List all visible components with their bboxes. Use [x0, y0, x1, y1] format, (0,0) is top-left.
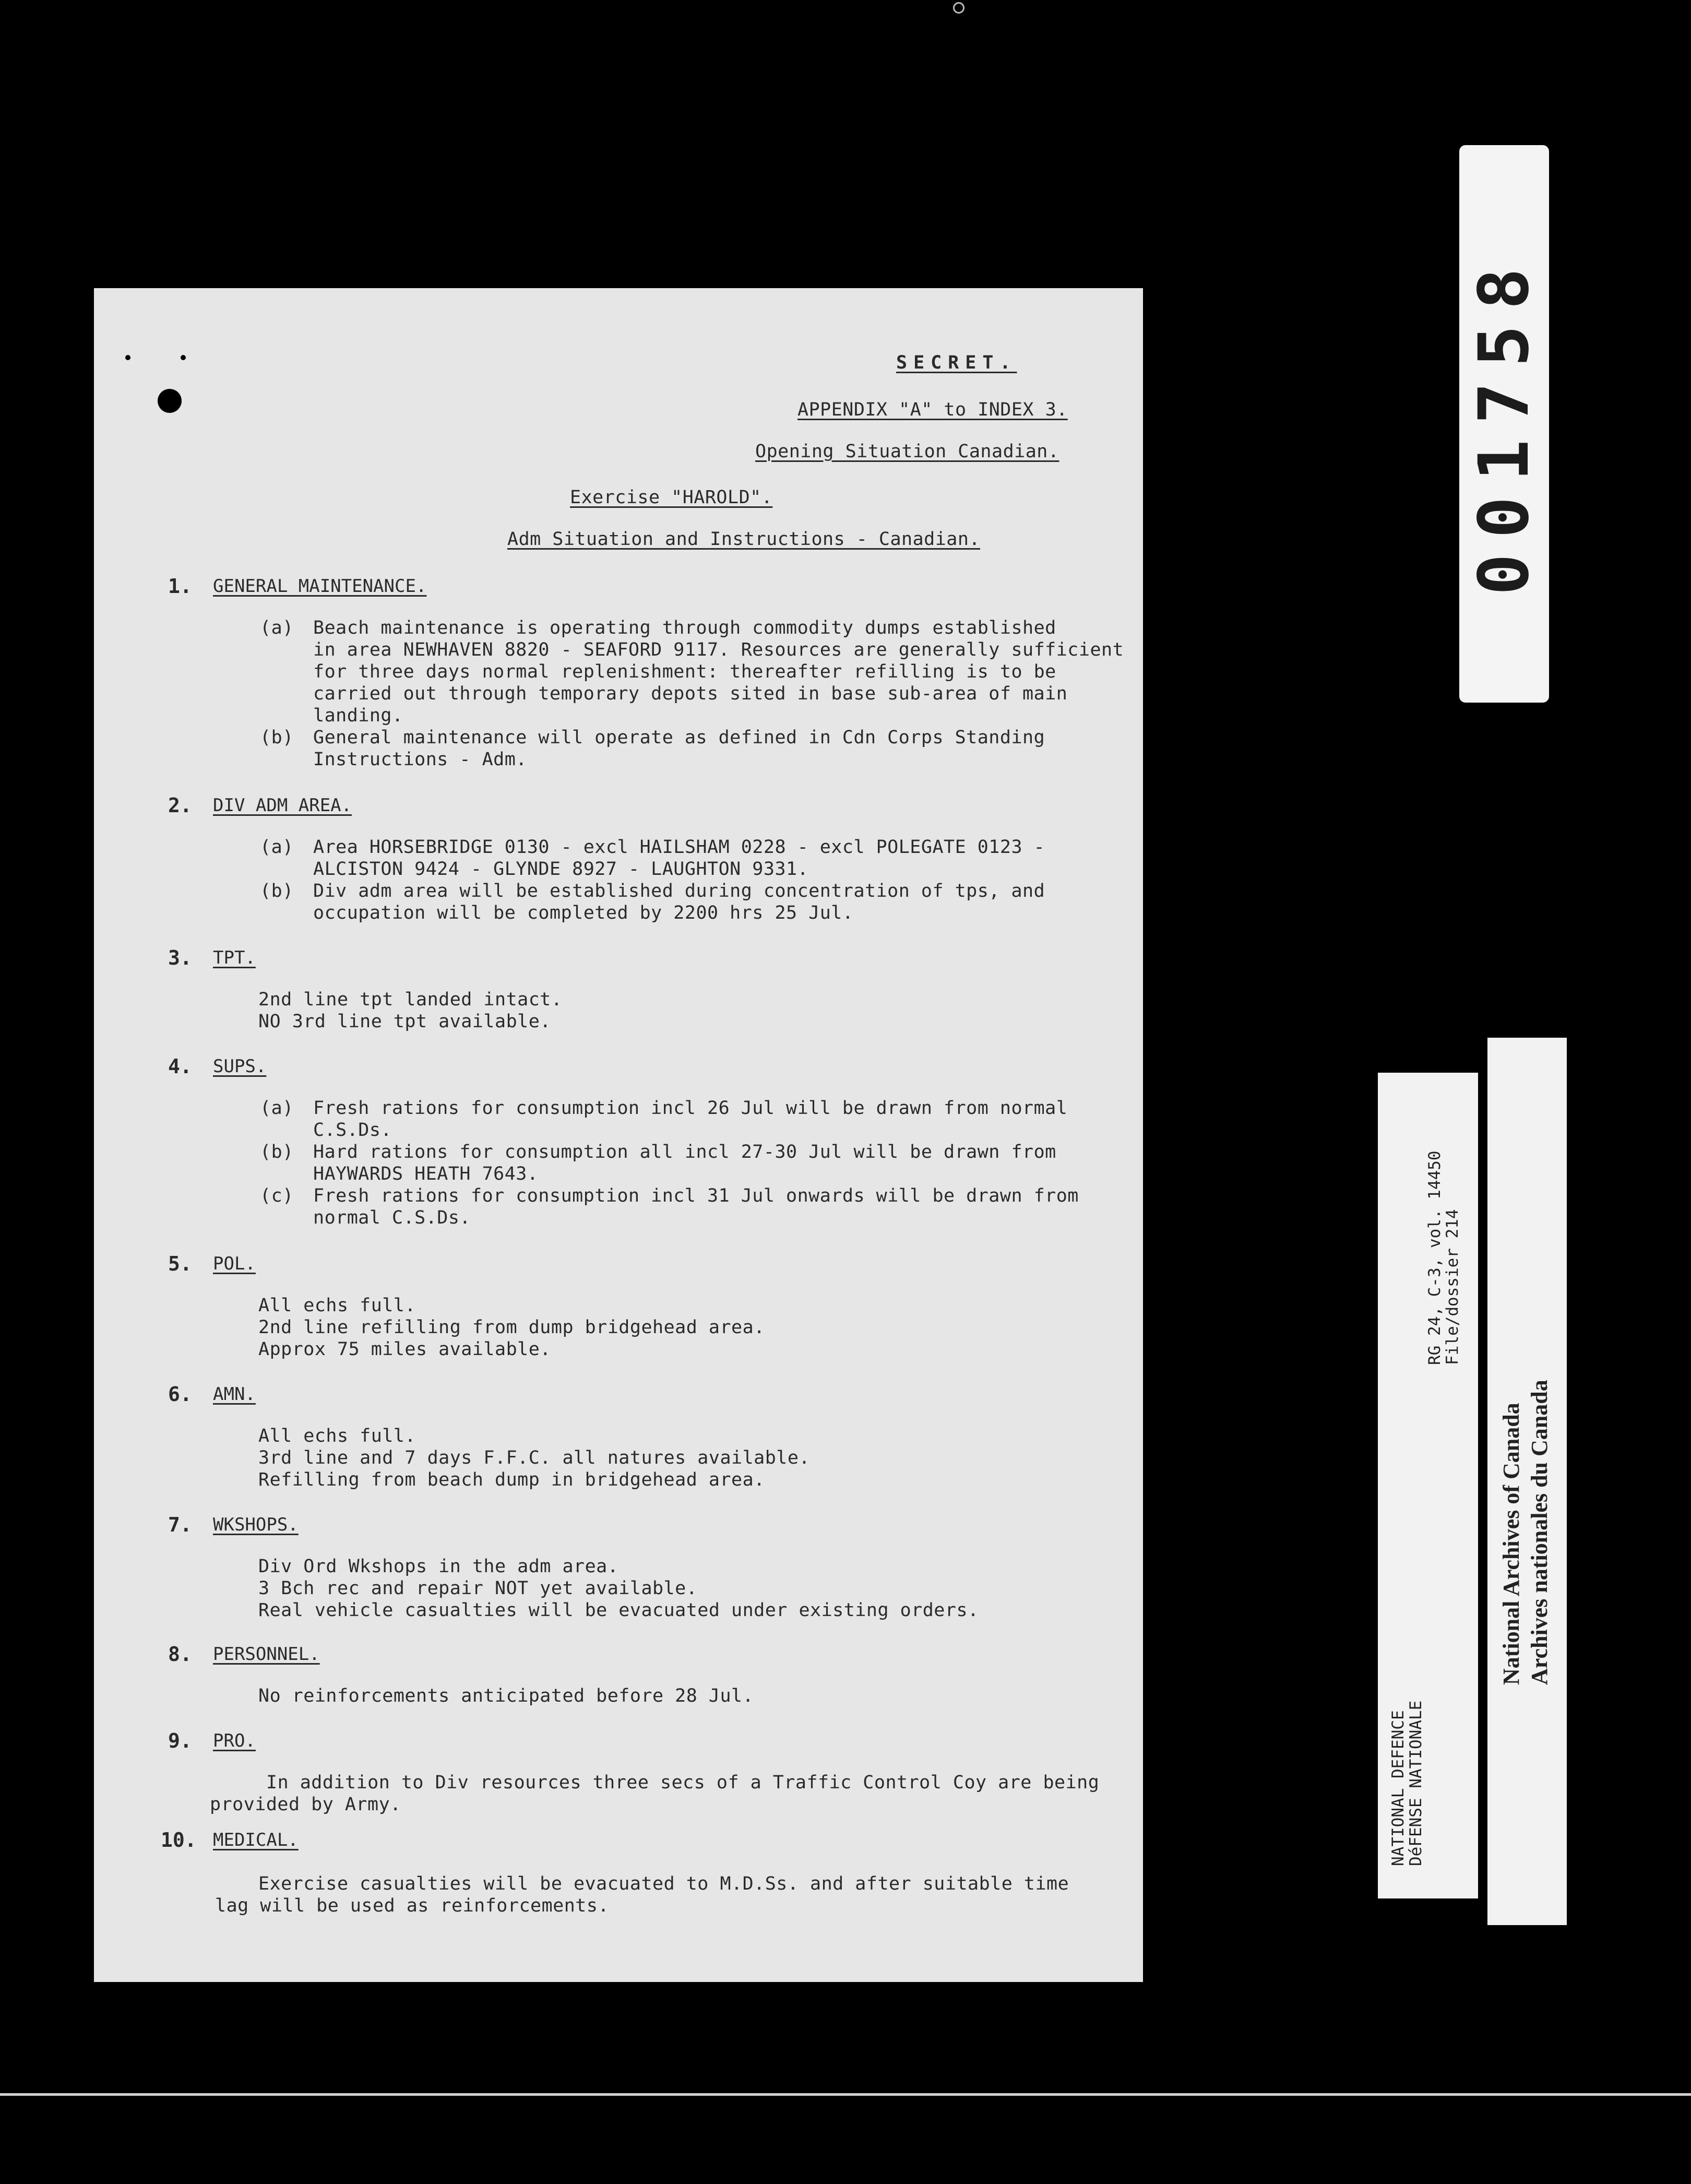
text-line: All echs full. [258, 1295, 416, 1316]
text-line: landing. [313, 705, 403, 726]
text-line: carried out through temporary depots sited in base sub-area of main [313, 683, 1068, 704]
text-line: Hard rations for consumption all incl 27-30 Jul will be drawn from [313, 1142, 1056, 1162]
section-number: 10. [161, 1829, 197, 1851]
text-line: In addition to Div resources three secs of a Traffic Control Coy are being [266, 1772, 1100, 1793]
film-edge-rule [0, 2093, 1691, 2096]
punch-hole [158, 389, 182, 413]
text-line: Refilling from beach dump in bridgehead area. [258, 1469, 765, 1490]
document-page [94, 288, 1143, 1982]
text-line: 3 Bch rec and repair NOT yet available. [258, 1578, 698, 1599]
classification-secret: SECRET. [896, 352, 1017, 373]
text-line: normal C.S.Ds. [313, 1207, 471, 1228]
section-heading-amn: AMN. [213, 1384, 256, 1405]
text-line: Real vehicle casualties will be evacuated under existing orders. [258, 1600, 979, 1621]
section-number: 2. [168, 794, 192, 817]
archive-reference-label [1378, 1073, 1478, 1898]
subpara-label: (c) [260, 1185, 294, 1206]
subpara-label: (a) [260, 618, 294, 638]
text-line: provided by Army. [210, 1794, 401, 1815]
text-line: 2nd line refilling from dump bridgehead area. [258, 1317, 765, 1338]
text-line: General maintenance will operate as defined in Cdn Corps Standing [313, 727, 1045, 748]
archive-name-fr: Archives nationales du Canada [1527, 1380, 1552, 1685]
record-group-reference: RG 24, C-3, vol. 14450 [1425, 1150, 1444, 1365]
subpara-label: (b) [260, 881, 294, 901]
frame-number-stamp [1459, 145, 1549, 703]
text-line: Div Ord Wkshops in the adm area. [258, 1556, 619, 1577]
section-heading-wkshops: WKSHOPS. [213, 1514, 299, 1535]
section-heading-div-adm-area: DIV ADM AREA. [213, 795, 352, 816]
section-heading-medical: MEDICAL. [213, 1830, 299, 1850]
ink-dot [181, 355, 186, 360]
section-number: 4. [168, 1055, 192, 1078]
text-line: HAYWARDS HEATH 7643. [313, 1164, 539, 1184]
section-heading-sups: SUPS. [213, 1056, 267, 1077]
archive-name-en: National Archives of Canada [1498, 1403, 1524, 1685]
section-heading-tpt: TPT. [213, 947, 256, 968]
section-number: 7. [168, 1513, 192, 1536]
subpara-label: (a) [260, 837, 294, 858]
text-line: Area HORSEBRIDGE 0130 - excl HAILSHAM 0228 - excl POLEGATE 0123 - [313, 837, 1045, 858]
section-number: 5. [168, 1252, 192, 1275]
section-number: 9. [168, 1729, 192, 1752]
department-fr: DéFENSE NATIONALE [1407, 1700, 1425, 1866]
text-line: Div adm area will be established during concentration of tps, and [313, 881, 1045, 901]
text-line: Fresh rations for consumption incl 26 Jul will be drawn from normal [313, 1098, 1068, 1119]
department-en: NATIONAL DEFENCE [1389, 1710, 1408, 1866]
section-number: 1. [168, 575, 192, 598]
text-line: Exercise casualties will be evacuated to M.D.Ss. and after suitable time [258, 1873, 1069, 1894]
text-line: Instructions - Adm. [313, 749, 527, 770]
text-line: No reinforcements anticipated before 28 Jul. [258, 1686, 754, 1706]
text-line: ALCISTON 9424 - GLYNDE 8927 - LAUGHTON 9331. [313, 859, 809, 880]
text-line: in area NEWHAVEN 8820 - SEAFORD 9117. Resources are generally sufficient [313, 639, 1124, 660]
text-line: NO 3rd line tpt available. [258, 1011, 551, 1032]
appendix-reference: APPENDIX "A" to INDEX 3. [797, 399, 1068, 420]
text-line: 2nd line tpt landed intact. [258, 989, 563, 1010]
text-line: 3rd line and 7 days F.F.C. all natures available. [258, 1447, 811, 1468]
situation-title: Opening Situation Canadian. [755, 441, 1059, 462]
exercise-title: Exercise "HAROLD". [570, 487, 773, 508]
film-registration-mark [953, 2, 964, 14]
frame-number: 001758 [1464, 252, 1544, 596]
file-reference: File/dossier 214 [1443, 1209, 1462, 1365]
text-line: Approx 75 miles available. [258, 1339, 551, 1360]
section-heading-pol: POL. [213, 1253, 256, 1274]
document-subtitle: Adm Situation and Instructions - Canadian. [507, 529, 981, 550]
text-line: C.S.Ds. [313, 1120, 392, 1141]
text-line: occupation will be completed by 2200 hrs 25 Jul. [313, 903, 854, 923]
archive-name-label [1487, 1038, 1567, 1925]
section-number: 6. [168, 1383, 192, 1406]
text-line: lag will be used as reinforcements. [215, 1895, 610, 1916]
section-number: 8. [168, 1643, 192, 1666]
text-line: for three days normal replenishment: thereafter refilling is to be [313, 661, 1056, 682]
text-line: Beach maintenance is operating through commodity dumps established [313, 618, 1056, 638]
subpara-label: (b) [260, 1142, 294, 1162]
ink-dot [125, 355, 130, 360]
text-line: Fresh rations for consumption incl 31 Jul onwards will be drawn from [313, 1185, 1079, 1206]
text-line: All echs full. [258, 1426, 416, 1446]
subpara-label: (a) [260, 1098, 294, 1119]
section-heading-general-maintenance: GENERAL MAINTENANCE. [213, 576, 427, 597]
section-number: 3. [168, 946, 192, 969]
subpara-label: (b) [260, 727, 294, 748]
section-heading-personnel: PERSONNEL. [213, 1644, 320, 1665]
section-heading-pro: PRO. [213, 1730, 256, 1751]
